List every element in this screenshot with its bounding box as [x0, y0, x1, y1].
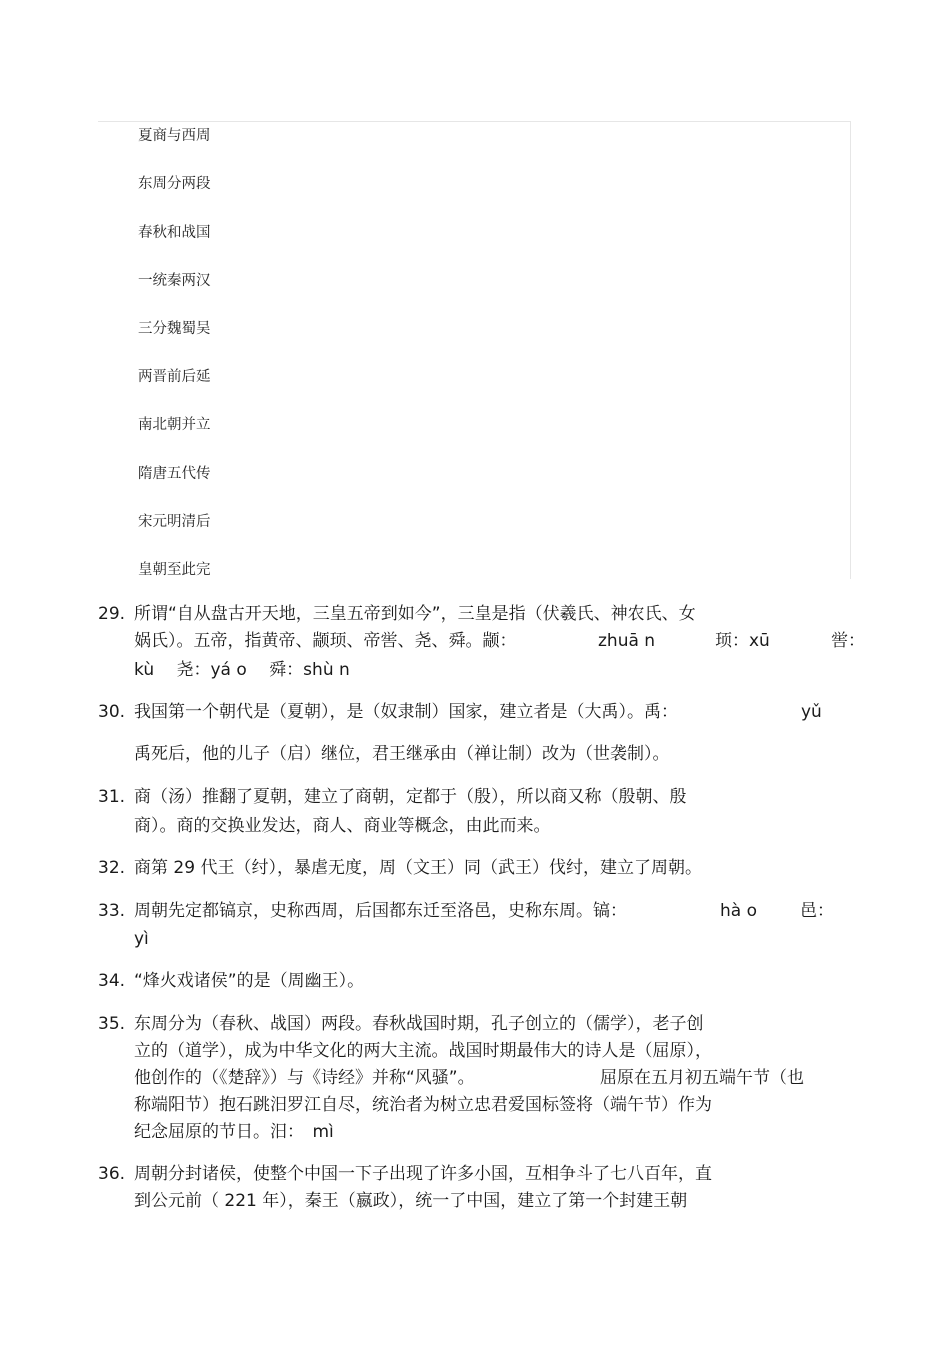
text-line: 商第 29 代王（纣），暴虐无度，周（文王）同（武王）伐纣，建立了周朝。 — [134, 858, 702, 878]
text-segment: 邑： — [800, 901, 834, 921]
item-number: 33. — [98, 901, 126, 921]
text-segment: 屈原在五月初五端午节（也 — [600, 1068, 804, 1088]
poem-line: 夏商与西周 — [138, 128, 211, 144]
text-line: 他创作的（《楚辞》）与《诗经》并称“风骚”。 — [134, 1068, 475, 1088]
text-line: 到公元前（ 221 年），秦王（嬴政），统一了中国，建立了第一个封建王朝 — [134, 1191, 688, 1211]
poem-line: 两晋前后延 — [138, 369, 211, 385]
poem-line: 隋唐五代传 — [138, 466, 211, 482]
text-line: 周朝分封诸侯，使整个中国一下子出现了许多小国，互相争斗了七八百年，直 — [134, 1164, 712, 1184]
text-line: 娲氏）。五帝，指黄帝、颛顼、帝喾、尧、舜。颛： — [134, 631, 517, 651]
item-number: 36. — [98, 1164, 126, 1184]
poem-line: 皇朝至此完 — [138, 562, 211, 578]
pinyin: hà o — [720, 901, 757, 921]
item-number: 30. — [98, 702, 126, 722]
text-line: 纪念屈原的节日。汨： mì — [134, 1122, 334, 1142]
text-segment: 顼：xū — [715, 631, 770, 651]
text-segment: 喾： — [831, 631, 865, 651]
item-number: 32. — [98, 858, 126, 878]
item-number: 31. — [98, 787, 126, 807]
text-line: 商）。商的交换业发达，商人、商业等概念，由此而来。 — [134, 816, 551, 836]
poem-line: 三分魏蜀吴 — [138, 321, 211, 337]
poem-line: 一统秦两汉 — [138, 273, 211, 289]
pinyin-line: kù 尧：yá o 舜：shù n — [134, 660, 350, 680]
text-line: 称端阳节）抱石跳汨罗江自尽，统治者为树立忠君爱国标签将（端午节）作为 — [134, 1095, 712, 1115]
text-line: 商（汤）推翻了夏朝，建立了商朝，定都于（殷），所以商又称（殷朝、殷 — [134, 787, 687, 807]
pinyin-line: yì — [134, 929, 149, 949]
poem-line: 南北朝并立 — [138, 417, 211, 433]
text-line: 周朝先定都镐京，史称西周，后国都东迁至洛邑，史称东周。镐： — [134, 901, 627, 921]
poem-line: 春秋和战国 — [138, 225, 211, 241]
poem-line: 东周分两段 — [138, 176, 211, 192]
item-number: 35. — [98, 1014, 126, 1034]
pinyin: zhuā n — [598, 631, 656, 651]
text-line: 立的（道学），成为中华文化的两大主流。战国时期最伟大的诗人是（屈原）， — [134, 1041, 712, 1061]
text-line: 东周分为（春秋、战国）两段。春秋战国时期，孔子创立的（儒学），老子创 — [134, 1014, 704, 1034]
item-number: 29. — [98, 604, 126, 624]
poem-line: 宋元明清后 — [138, 514, 211, 530]
text-line: 禹死后，他的儿子（启）继位，君王继承由（禅让制）改为（世袭制）。 — [134, 744, 670, 764]
text-line: 所谓“自从盘古开天地，三皇五帝到如今”，三皇是指（伏羲氏、神农氏、女 — [134, 604, 696, 624]
text-line: 我国第一个朝代是（夏朝），是（奴隶制）国家，建立者是（大禹）。禹： — [134, 702, 678, 722]
item-number: 34. — [98, 971, 126, 991]
text-line: “烽火戏诸侯”的是（周幽王）。 — [134, 971, 365, 991]
pinyin: yǔ — [801, 702, 822, 722]
